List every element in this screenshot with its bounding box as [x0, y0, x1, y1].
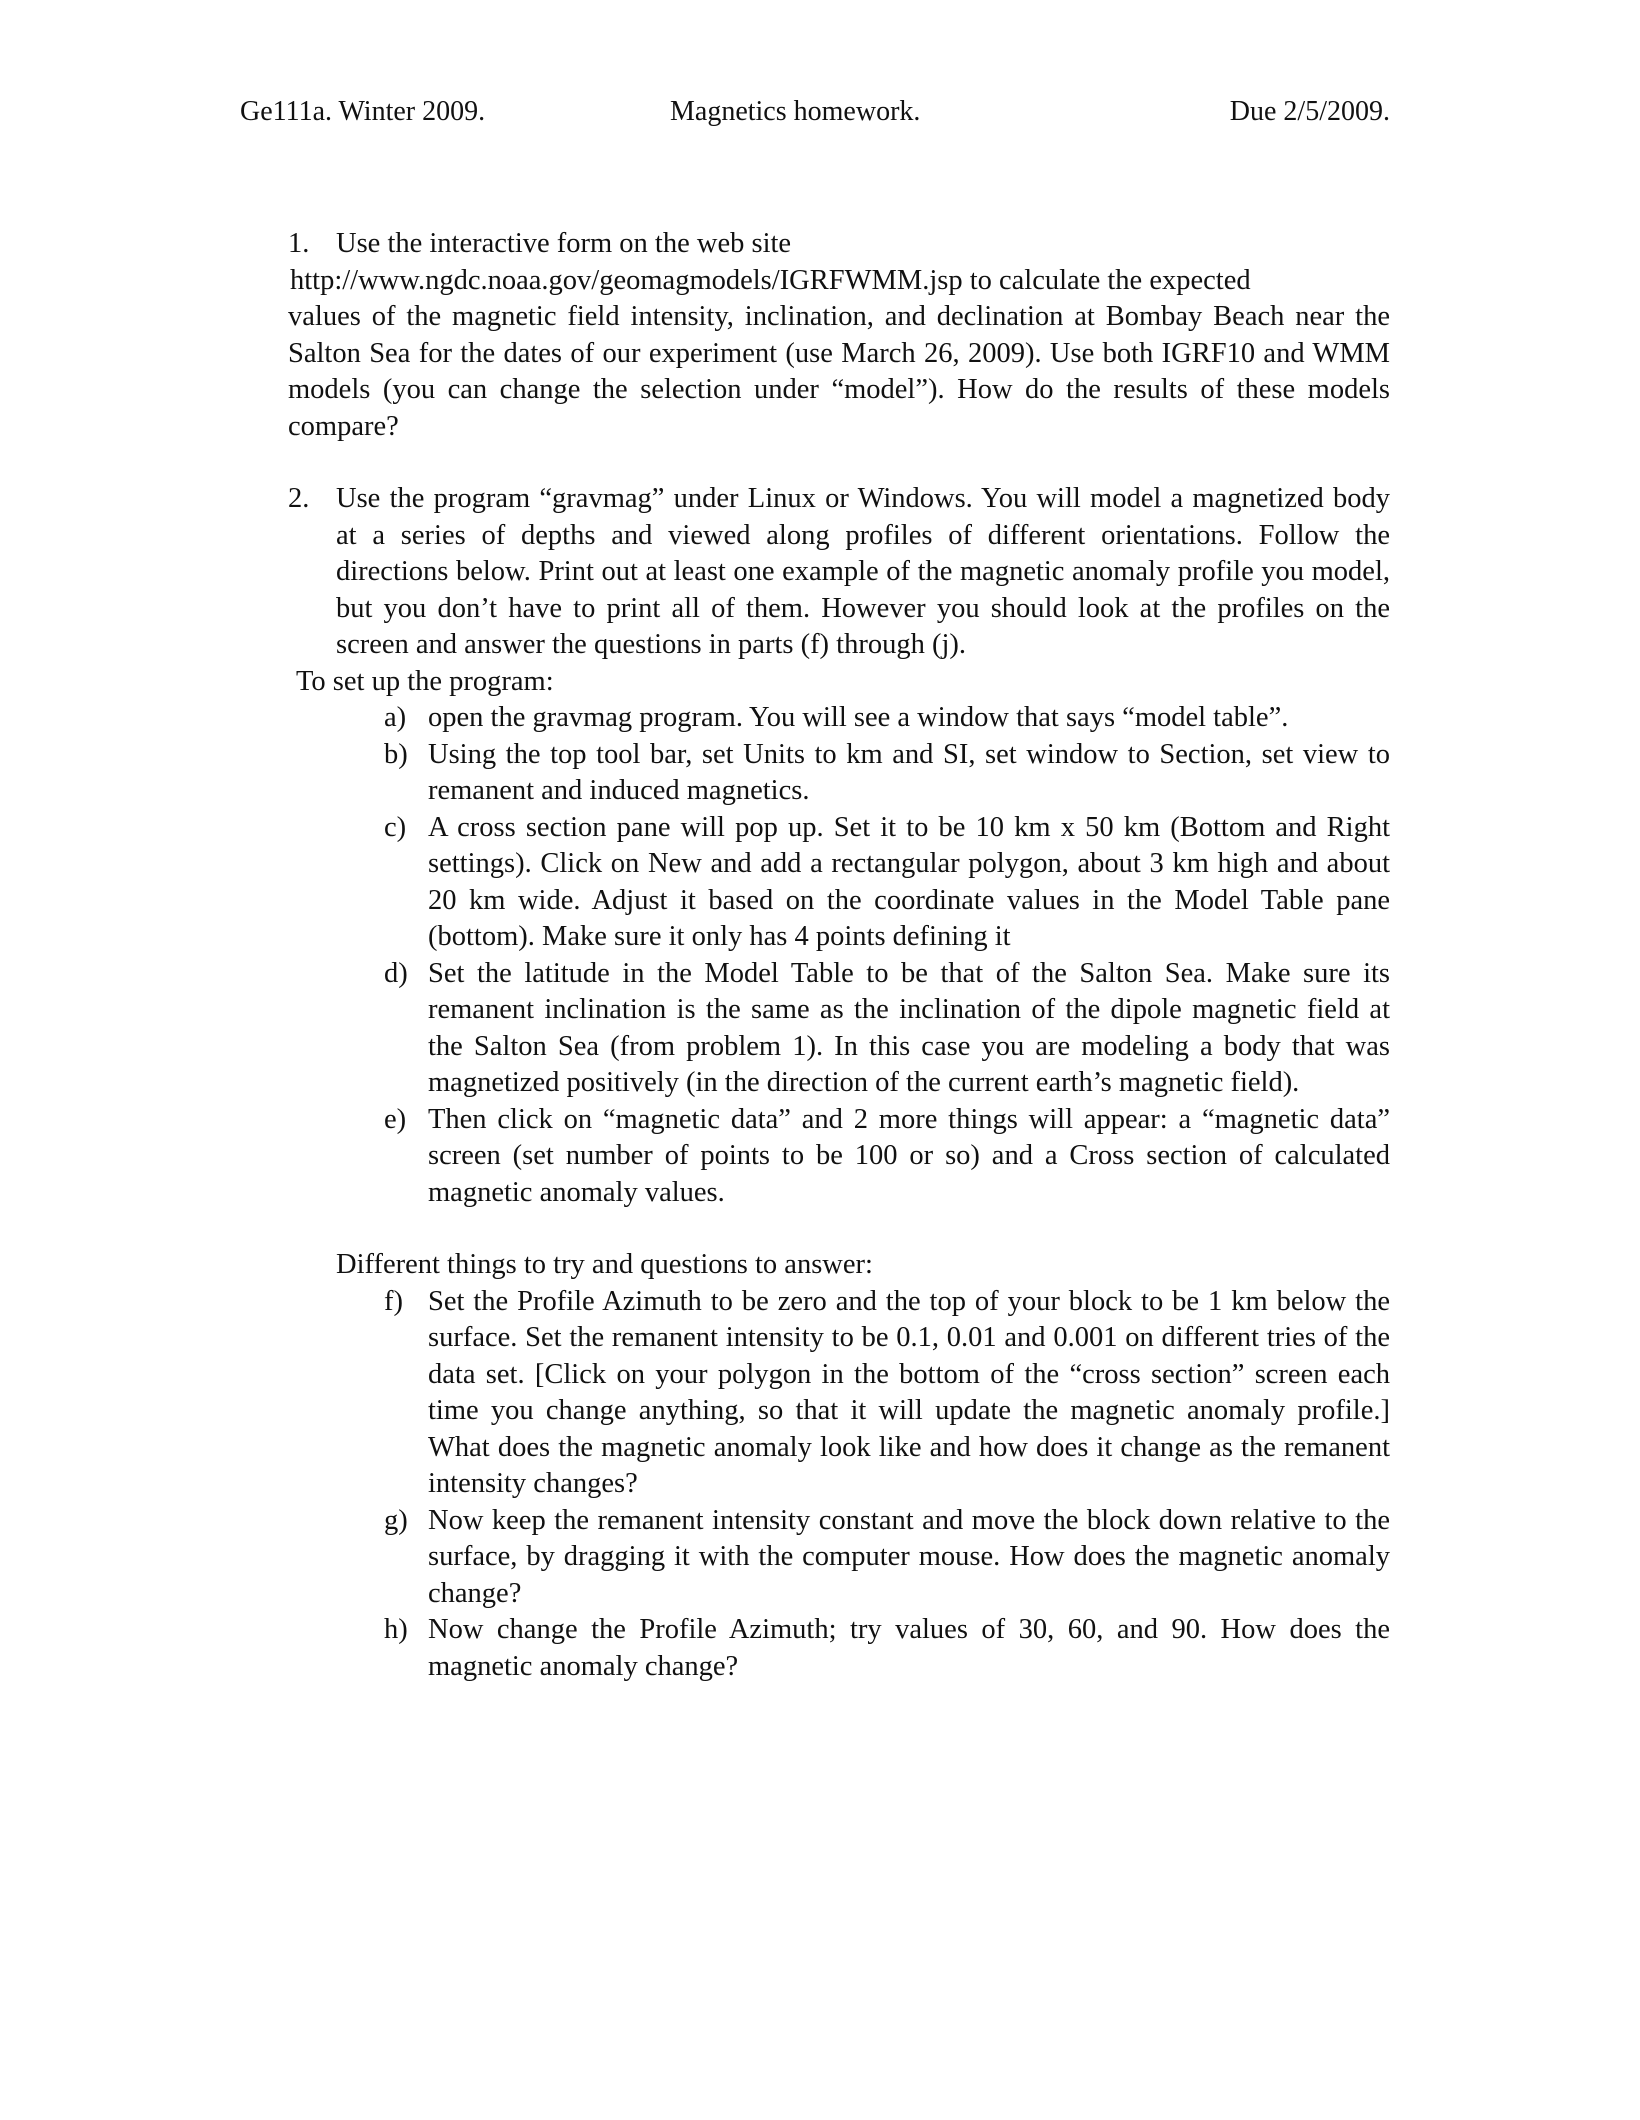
questions-heading: Different things to try and questions to answer:	[336, 1249, 873, 1280]
step-label: c)	[384, 811, 407, 843]
step-label: d)	[384, 957, 408, 989]
item-label: f)	[384, 1285, 403, 1317]
question-1-line: Use the interactive form on the web site	[336, 228, 792, 259]
step-label: e)	[384, 1103, 407, 1135]
step-label: b)	[384, 738, 408, 770]
setup-step	[384, 700, 1390, 737]
item-label: g)	[384, 1504, 408, 1536]
question-1-continuation: values of the magnetic field intensity, inclination, and declination at Bombay Beach near the Salton Sea for the dates of our experiment (use March 26, 2009). Use both IGRF10 and WMM models (you can change the selection under “model”). How do the results of these models compare?	[288, 301, 1390, 442]
setup-heading: To set up the program:	[296, 665, 554, 697]
page-header	[240, 96, 1390, 136]
item-text: Now keep the remanent intensity constant and move the block down relative to the surface, by dragging it with the computer mouse. How does the magnetic anomaly change?	[428, 1504, 1390, 1609]
document-title: Magnetics homework.	[670, 96, 921, 127]
question-number: 1.	[288, 228, 310, 259]
question-number: 2.	[288, 483, 310, 514]
course-label: Ge111a. Winter 2009.	[240, 96, 486, 127]
question-1-url-line: http://www.ngdc.noaa.gov/geomagmodels/IGRFWMM.jsp to calculate the expected	[290, 264, 1251, 296]
item-text: Set the Profile Azimuth to be zero and the top of your block to be 1 km below the surface. Set the remanent intensity to be 0.1, 0.01 and 0.001 on different tries of the data set. [Click on your polygon in the bottom of the “cross section” screen each time you change anything, so that it will update the magnetic anomaly profile.] What does the magnetic anomaly look like and how does it change as the remanent intensity changes?	[428, 1285, 1390, 1499]
question-item	[384, 1284, 1390, 1503]
question-items	[384, 1284, 1390, 1686]
item-label: h)	[384, 1614, 408, 1645]
step-label: a)	[384, 702, 407, 733]
setup-step	[384, 956, 1390, 1102]
question-item	[384, 1612, 1390, 1685]
setup-step	[384, 737, 1390, 810]
step-text: Then click on “magnetic data” and 2 more things will appear: a “magnetic data” screen (set number of points to be 100 or so) and a Cross section of calculated magnetic anomaly values.	[428, 1103, 1390, 1208]
document-body	[288, 226, 1390, 1685]
question-2	[288, 481, 1390, 664]
question-text	[288, 226, 1390, 445]
question-1	[288, 226, 1390, 445]
step-text: A cross section pane will pop up. Set it to be 10 km x 50 km (Bottom and Right settings). Click on New and add a rectangular polygon, about 3 km high and about 20 km wide. Adjust it based on the coordinate values in the Model Table pane (bottom). Make sure it only has 4 points defining it	[428, 811, 1390, 952]
step-text: open the gravmag program. You will see a window that says “model table”.	[428, 702, 1289, 733]
question-item	[384, 1503, 1390, 1613]
due-date: Due 2/5/2009.	[1229, 96, 1390, 127]
question-text: Use the program “gravmag” under Linux or Windows. You will model a magnetized body at a series of depths and viewed along profiles of different orientations. Follow the directions below. Print out at least one example of the magnetic anomaly profile you model, but you don’t have to print all of them. However you should look at the profiles on the screen and answer the questions in parts (f) through (j).	[336, 483, 1390, 660]
step-text: Using the top tool bar, set Units to km and SI, set window to Section, set view to remanent and induced magnetics.	[428, 738, 1390, 806]
setup-step	[384, 810, 1390, 956]
setup-steps	[384, 700, 1390, 1211]
setup-step	[384, 1102, 1390, 1212]
step-text: Set the latitude in the Model Table to be that of the Salton Sea. Make sure its remanent inclination is the same as the inclination of the dipole magnetic field at the Salton Sea (from problem 1). In this case you are modeling a body that was magnetized positively (in the direction of the current earth’s magnetic field).	[428, 957, 1390, 1098]
item-text: Now change the Profile Azimuth; try values of 30, 60, and 90. How does the magnetic anomaly change?	[428, 1614, 1390, 1682]
